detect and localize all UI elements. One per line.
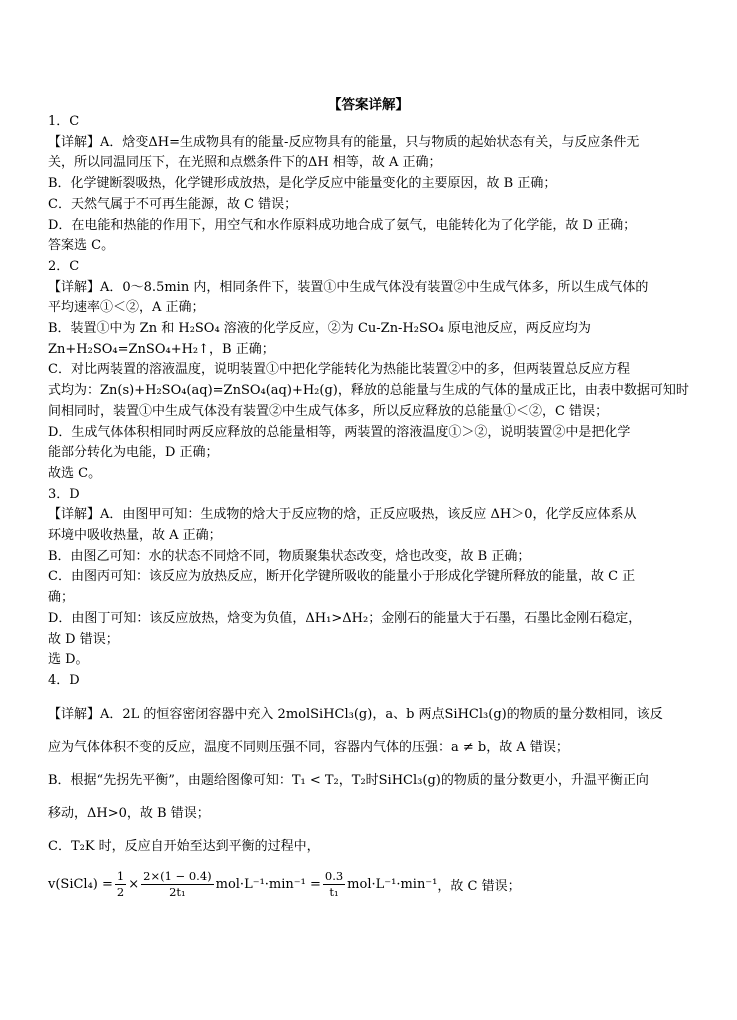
text-line: 1．C bbox=[48, 114, 80, 129]
fraction-denominator: 2 bbox=[116, 885, 125, 900]
rate-formula bbox=[48, 863, 698, 907]
answer-content bbox=[48, 112, 698, 907]
fraction-denominator: 2t₁ bbox=[169, 885, 186, 900]
formula-tail: ，故 C 错误； bbox=[437, 879, 521, 895]
text-line: Zn+H₂SO₄=ZnSO₄+H₂↑，B 正确； bbox=[48, 341, 275, 357]
formula-unit: mol·L⁻¹·min⁻¹ bbox=[347, 877, 438, 893]
text-line: B．化学键断裂吸热，化学键形成放热，是化学反应中能量变化的主要原因，故 B 正确； bbox=[48, 176, 557, 192]
text-line: C．T₂K 时，反应自开始至达到平衡的过程中， bbox=[48, 838, 320, 854]
page-title: 【答案详解】 bbox=[328, 97, 409, 113]
text-line: 故选 C。 bbox=[48, 465, 102, 481]
formula-lhs: v(SiCl₄) = bbox=[48, 877, 113, 893]
text-line: 3．D bbox=[48, 486, 80, 502]
text-line: 【详解】A．2L 的恒容密闭容器中充入 2molSiHCl₃(g)，a、b 两点SiHCl₃(g)的物质的量分数相同，该反 bbox=[48, 706, 663, 722]
text-line: 【详解】A．焓变ΔH=生成物具有的能量-反应物具有的能量，只与物质的起始状态有关，与反应条件无 bbox=[48, 134, 640, 150]
text-line: 故 D 错误； bbox=[48, 631, 119, 647]
text-line: 应为气体体积不变的反应，温度不同则压强不同，容器内气体的压强：a ≠ b，故 A 错误； bbox=[48, 739, 569, 755]
text-line: 【详解】A．由图甲可知：生成物的焓大于反应物的焓，正反应吸热，该反应 ΔH＞0，化学反应体系从 bbox=[48, 507, 637, 523]
fraction-change bbox=[141, 869, 213, 900]
text-line: C．天然气属于不可再生能源，故 C 错误； bbox=[48, 196, 298, 212]
times-sign: × bbox=[128, 877, 140, 893]
text-line: 关，所以同温同压下，在光照和点燃条件下的ΔH 相等，故 A 正确； bbox=[48, 155, 442, 171]
text-line: 2．C bbox=[48, 258, 80, 274]
text-line: C．对比两装置的溶液温度，说明装置①中把化学能转化为热能比装置②中的多，但两装置总反应方程 bbox=[48, 362, 630, 378]
text-line: B．装置①中为 Zn 和 H₂SO₄ 溶液的化学反应，②为 Cu-Zn-H₂SO₄ 原电池反应，两反应均为 bbox=[48, 321, 591, 337]
formula-unit: mol·L⁻¹·min⁻¹ = bbox=[215, 877, 321, 893]
text-line: 间相同时，装置①中生成气体没有装置②中生成气体多，所以反应释放的总能量①＜②，C 错误； bbox=[48, 403, 609, 419]
text-line: 【详解】A．0～8.5min 内，相同条件下，装置①中生成气体没有装置②中生成气体多，所以生成气体的 bbox=[48, 279, 649, 295]
text-line: 平均速率①＜②，A 正确； bbox=[48, 300, 205, 316]
fraction-result bbox=[323, 869, 345, 900]
text-line: 能部分转化为电能，D 正确； bbox=[48, 445, 219, 461]
fraction-numerator: 0.3 bbox=[324, 869, 344, 884]
text-line: C．由图丙可知：该反应为放热反应，断开化学键所吸收的能量小于形成化学键所释放的能量，故 C 正 bbox=[48, 569, 636, 585]
fraction-denominator: t₁ bbox=[329, 885, 339, 900]
text-line: B．由图乙可知：水的状态不同焓不同，物质聚集状态改变，焓也改变，故 B 正确； bbox=[48, 548, 531, 564]
text-line: D．生成气体体积相同时两反应释放的总能量相等，两装置的溶液温度①＞②，说明装置②中是把化学 bbox=[48, 424, 631, 440]
text-line: 答案选 C。 bbox=[48, 238, 115, 254]
text-line: 式均为：Zn(s)+H₂SO₄(aq)=ZnSO₄(aq)+H₂(g)，释放的总能量与生成的气体的量成正比，由表中数据可知时 bbox=[48, 383, 689, 399]
text-line: D．在电能和热能的作用下，用空气和水作原料成功地合成了氨气，电能转化为了化学能，故 D 正确； bbox=[48, 217, 637, 233]
fraction-half bbox=[115, 869, 126, 900]
text-line: D．由图丁可知：该反应放热，焓变为负值，ΔH₁>ΔH₂；金刚石的能量大于石墨，石墨比金刚石稳定， bbox=[48, 610, 642, 626]
text-line: 选 D。 bbox=[48, 652, 89, 668]
text-line: 环境中吸收热量，故 A 正确； bbox=[48, 528, 222, 544]
fraction-numerator: 2×(1 − 0.4) bbox=[143, 869, 212, 884]
text-line: B．根据“先拐先平衡”，由题给图像可知：T₁ < T₂，T₂时SiHCl₃(g)的物质的量分数更小，升温平衡正向 bbox=[48, 772, 649, 788]
text-line: 移动，ΔH>0，故 B 错误； bbox=[48, 805, 210, 821]
text-line: 4．D bbox=[48, 672, 80, 688]
text-line: 确； bbox=[48, 590, 75, 606]
fraction-numerator: 1 bbox=[116, 869, 125, 884]
